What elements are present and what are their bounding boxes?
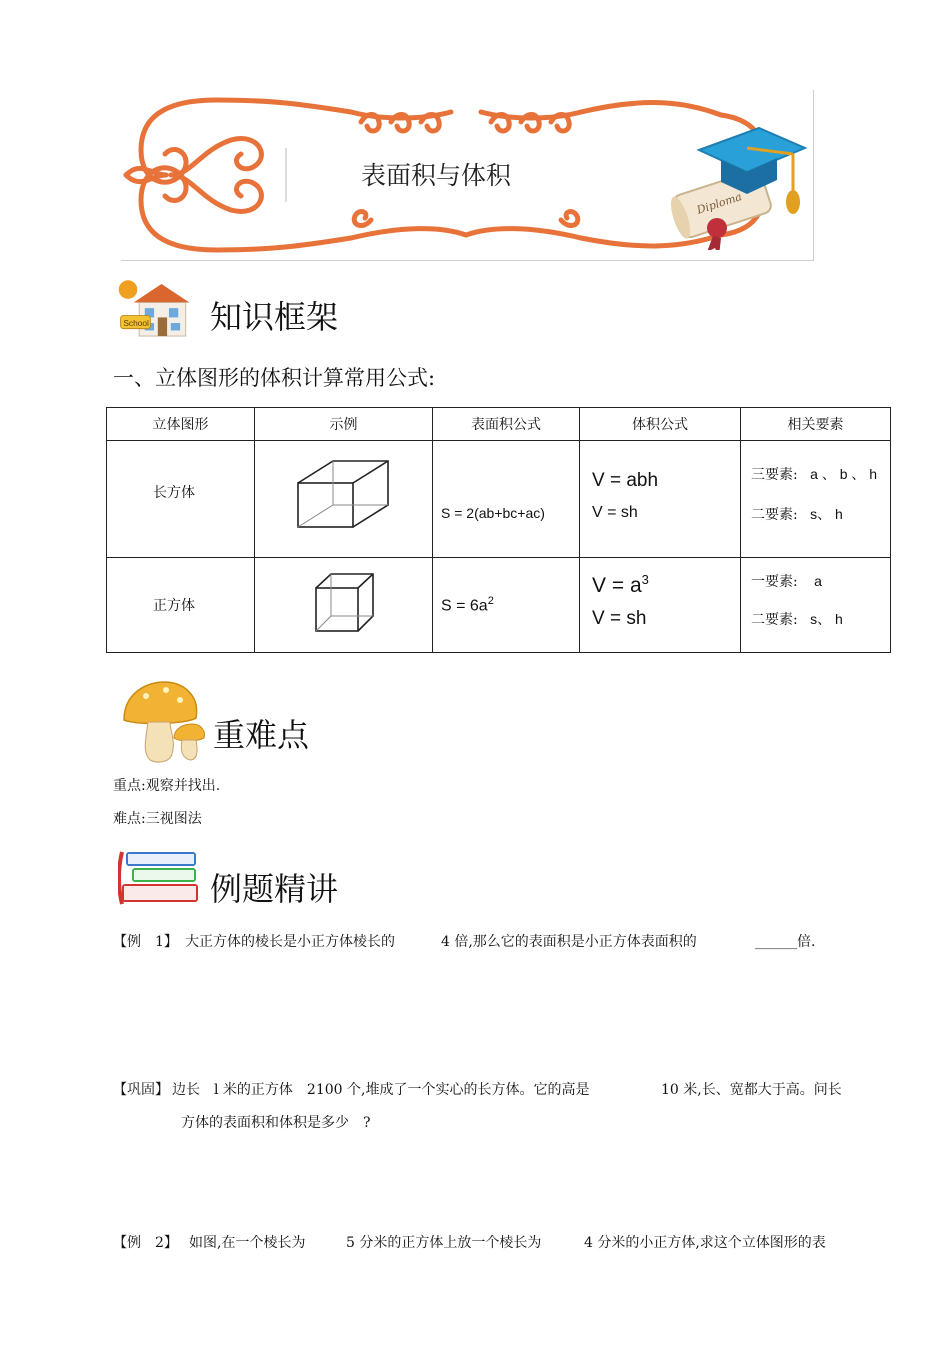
mushroom-icon (118, 680, 208, 764)
table-header-row (107, 408, 891, 441)
cell-example (255, 441, 433, 558)
table-row (107, 558, 891, 653)
consolidate-text-b: 10 米,长、宽都大于高。问长 (661, 1082, 842, 1098)
elements-three-label: 三要素: (751, 467, 798, 483)
example1-label: 【例 1】 (113, 934, 178, 950)
page-title: 表面积与体积 (360, 161, 511, 190)
cube-volume-base: V = a (592, 574, 642, 597)
cube-volume-exponent: 3 (641, 572, 649, 587)
consolidate-text-a: 边长 l 米的正方体 2100 个,堆成了一个实心的长方体。它的高是 (172, 1082, 590, 1098)
header-volume-formula: 体积公式 (580, 408, 741, 441)
cube-surface-base: S = 6a (441, 597, 488, 615)
cube-surface-formula (433, 595, 579, 615)
books-icon (118, 848, 202, 908)
elements-two-values: s、 h (810, 506, 843, 522)
cuboid-surface-formula: S = 2(ab+bc+ac) (441, 505, 545, 521)
cell-volume-formula (580, 558, 741, 653)
elements-one-label: 一要素: (751, 574, 798, 590)
cell-shape-name (107, 441, 255, 558)
school-building-icon (115, 274, 195, 346)
cuboid-volume-abh: V = abh (592, 470, 659, 491)
key-point-text: 重点:观察并找出. (113, 778, 221, 794)
example2-label: 【例 2】 (113, 1235, 178, 1251)
cube-diagram (255, 559, 431, 652)
elements-three-values: a 、 b 、 h (810, 466, 878, 482)
title-banner (121, 90, 814, 261)
header-example: 示例 (255, 408, 433, 441)
consolidate-label: 【巩固】 (113, 1082, 169, 1098)
elements-two-label: 二要素: (751, 612, 798, 628)
header-shape: 立体图形 (107, 408, 255, 441)
section-examples-title: 例题精讲 (210, 870, 339, 908)
example1-text-a: 大正方体的棱长是小正方体棱长的 (185, 934, 395, 950)
subheading-formulas: 一、立体图形的体积计算常用公式: (113, 366, 436, 390)
example1-blank: ______倍. (755, 934, 816, 950)
cuboid-volume-sh: V = sh (592, 504, 638, 521)
cuboid-name: 长方体 (153, 485, 195, 501)
cube-name: 正方体 (153, 598, 195, 614)
cuboid-diagram (255, 442, 431, 557)
elements-two-values: s、 h (810, 611, 843, 627)
school-sign-text: School (123, 317, 149, 328)
header-surface-formula: 表面积公式 (433, 408, 580, 441)
cube-volume-sh: V = sh (592, 608, 647, 629)
cell-volume-formula (580, 441, 741, 558)
cube-surface-exponent: 2 (487, 594, 494, 607)
example1-text-b: 4 倍,那么它的表面积是小正方体表面积的 (441, 934, 697, 950)
elements-one-values: a (814, 573, 822, 589)
elements-two-label: 二要素: (751, 507, 798, 523)
consolidate-text-c: 方体的表面积和体积是多少 ? (181, 1115, 371, 1131)
section-knowledge-title: 知识框架 (210, 298, 339, 336)
section-keypoints-title: 重难点 (213, 716, 310, 754)
graduation-cap-icon (669, 110, 809, 250)
formula-table (106, 407, 891, 653)
cell-shape-name (107, 558, 255, 653)
header-elements: 相关要素 (741, 408, 891, 441)
cell-surface-formula (433, 441, 580, 558)
example2-text-c: 4 分米的小正方体,求这个立体图形的表 (584, 1235, 826, 1251)
table-row (107, 441, 891, 558)
cell-elements (741, 441, 891, 558)
cell-surface-formula (433, 558, 580, 653)
example2-text-b: 5 分米的正方体上放一个棱长为 (346, 1235, 542, 1251)
diploma-label: Diploma (695, 190, 744, 217)
hard-point-text: 难点:三视图法 (113, 811, 202, 827)
example2-text-a: 如图,在一个棱长为 (189, 1235, 306, 1251)
cell-elements (741, 558, 891, 653)
cell-example (255, 558, 433, 653)
cube-volume-a3 (580, 572, 740, 598)
